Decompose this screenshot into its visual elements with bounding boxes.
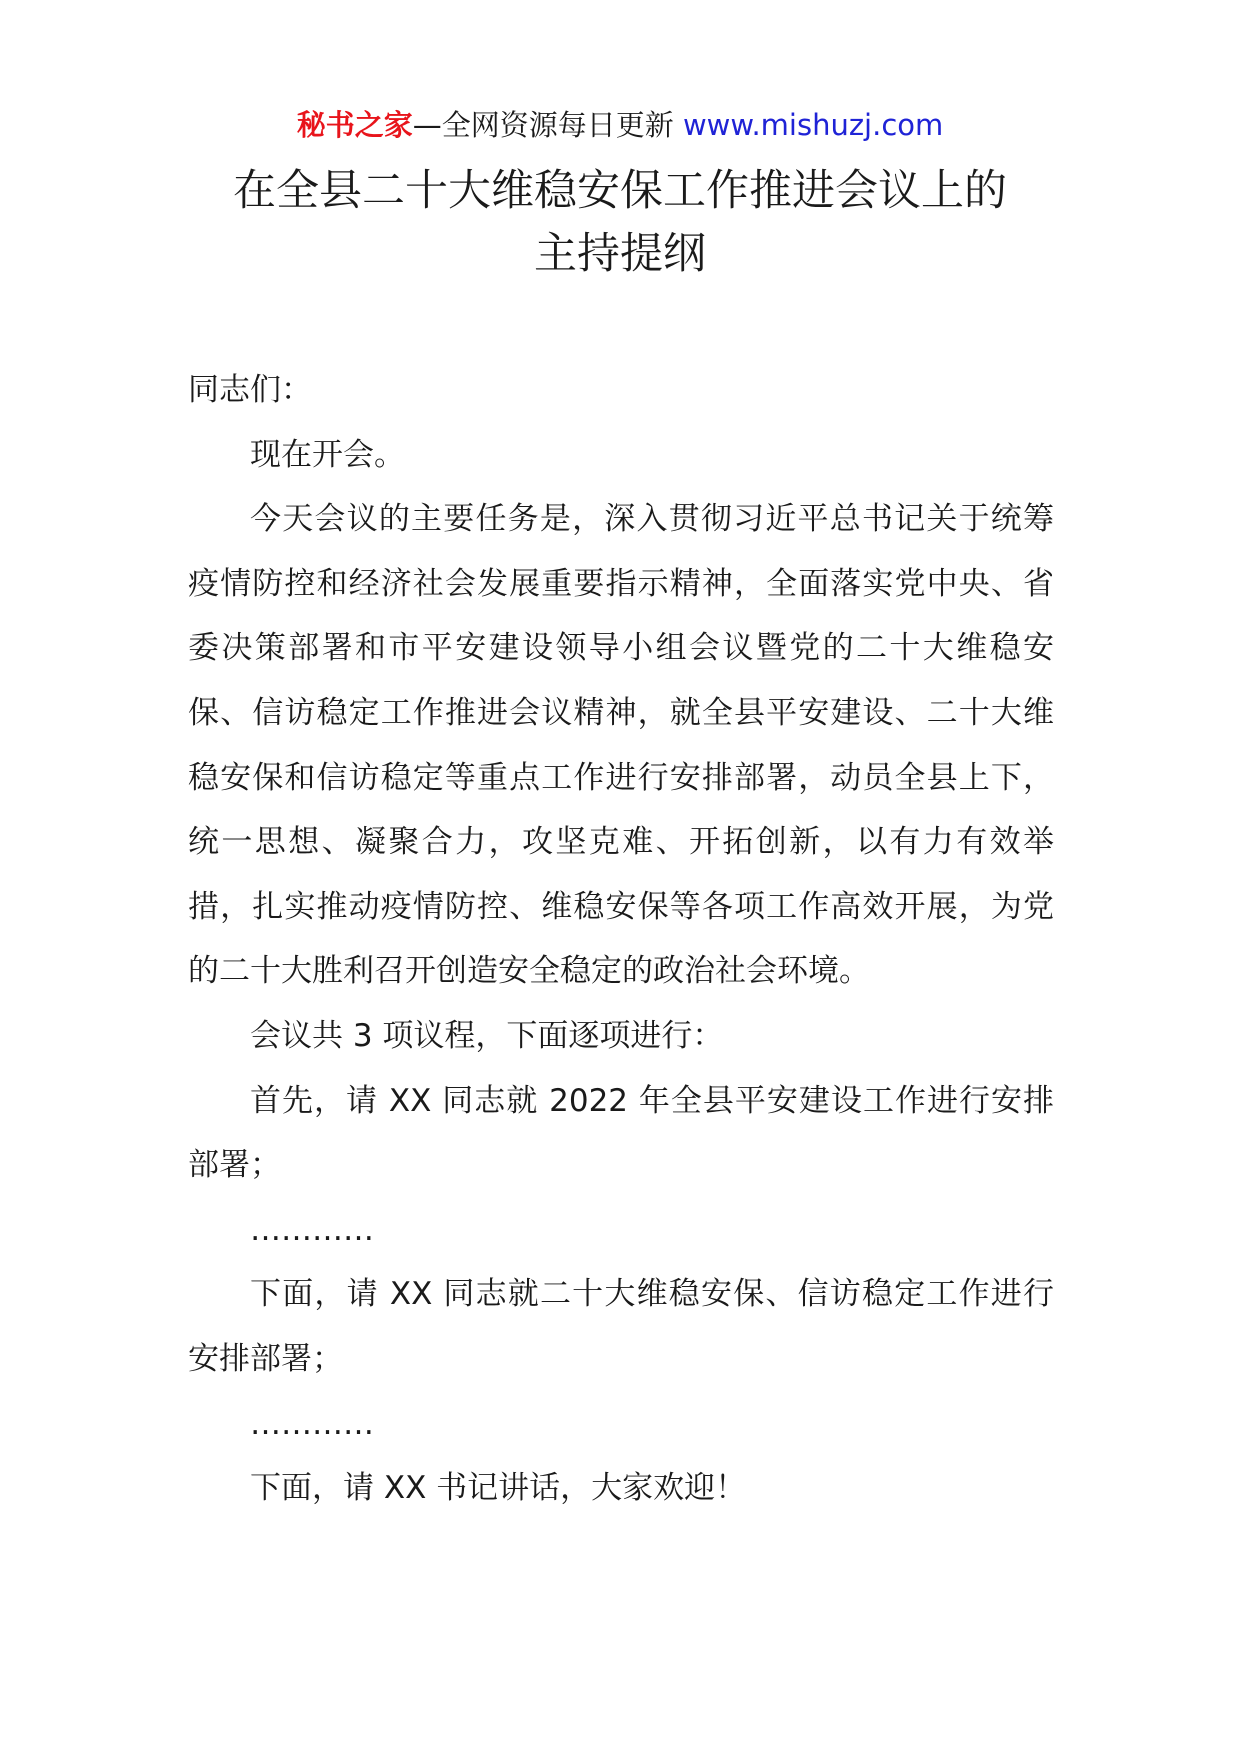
paragraph-agenda: 会议共 3 项议程，下面逐项进行： (250, 1017, 724, 1054)
site-banner (0, 100, 1240, 150)
ellipsis-2: ………… (250, 1405, 374, 1442)
paragraph-second-item: 下面，请 XX 同志就二十大维稳安保、信访稳定工作进行安排部署； (188, 1276, 1054, 1377)
brand-name: 秘书之家 (296, 108, 413, 142)
title-line-2: 主持提纲 (534, 229, 706, 279)
paragraph-first-item: 首先，请 XX 同志就 2022 年全县平安建设工作进行安排部署； (188, 1082, 1054, 1184)
site-url[interactable]: www.mishuzj.com (682, 108, 944, 142)
document-body (188, 358, 1054, 1521)
banner-slogan: —全网资源每日更新 (412, 108, 674, 142)
paragraph-meeting-tasks: 今天会议的主要任务是，深入贯彻习近平总书记关于统筹疫情防控和经济社会发展重要指示精神，全面落实党中央、省委决策部署和市平安建设领导小组会议暨党的二十大维稳安保、信访稳定工作推进会议精神，就全县平安建设、二十大维稳安保和信访稳定等重点工作进行安排部署，动员全县上下，统一思想、凝聚合力，攻坚克难、开拓创新，以有力有效举措，扎实推动疫情防控、维稳安保等各项工作高效开展，为党的二十大胜利召开创造安全稳定的政治社会环境。 (188, 501, 1054, 990)
salutation: 同志们： (188, 372, 312, 408)
paragraph-opening: 现在开会。 (250, 436, 405, 473)
document-title (0, 160, 1240, 286)
title-line-1: 在全县二十大维稳安保工作推进会议上的 (233, 166, 1007, 216)
ellipsis-1: ………… (250, 1211, 374, 1248)
paragraph-third-item: 下面，请 XX 书记讲话，大家欢迎！ (250, 1470, 747, 1507)
